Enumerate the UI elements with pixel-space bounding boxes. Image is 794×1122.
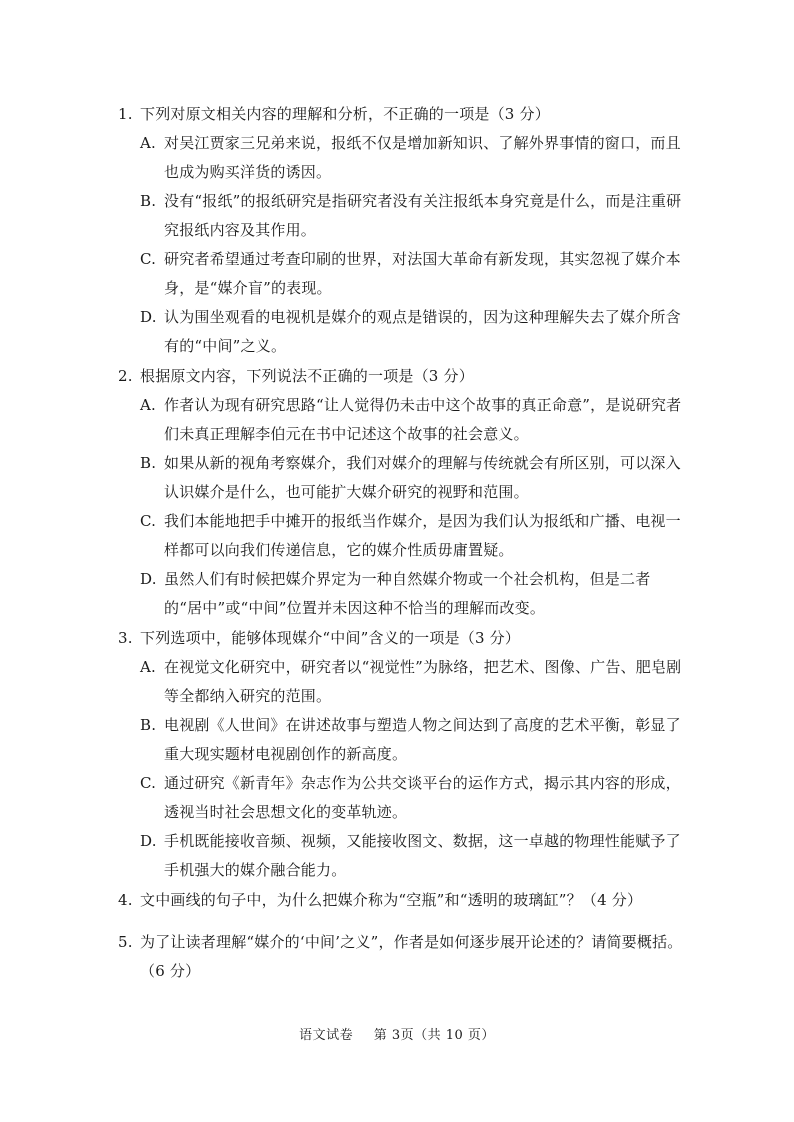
question-text: 为了让读者理解“媒介的‘中间’之义”，作者是如何逐步展开论述的？请简要概括。（6 分）	[140, 933, 683, 980]
option-letter: C.	[140, 512, 157, 530]
option-text: 通过研究《新青年》杂志作为公共交谈平台的运作方式，揭示其内容的形成，透视当时社会思想文化的变革轨迹。	[164, 774, 681, 821]
question-5	[118, 928, 688, 986]
option-letter: A.	[140, 396, 157, 414]
option-letter: C.	[140, 250, 157, 268]
option-text: 对吴江贾家三兄弟来说，报纸不仅是增加新知识、了解外界事情的窗口，而且也成为购买洋货的诱因。	[164, 134, 681, 181]
option-b	[118, 449, 688, 507]
option-text: 认为围坐观看的电视机是媒介的观点是错误的，因为这种理解失去了媒介所含有的“中间”之义。	[164, 308, 681, 355]
option-c	[118, 769, 688, 827]
question-number: 2.	[118, 367, 133, 385]
option-text: 作者认为现有研究思路“让人觉得仍未击中这个故事的真正命意”，是说研究者们未真正理解李伯元在书中记述这个故事的社会意义。	[164, 396, 682, 443]
option-text: 没有“报纸”的报纸研究是指研究者没有关注报纸本身究竟是什么，而是注重研究报纸内容及其作用。	[164, 192, 682, 239]
option-text: 手机既能接收音频、视频，又能接收图文、数据，这一卓越的物理性能赋予了手机强大的媒介融合能力。	[164, 832, 681, 879]
option-text: 虽然人们有时候把媒介界定为一种自然媒介物或一个社会机构，但是二者的“居中”或“中间”位置并未因这种不恰当的理解而改变。	[164, 570, 651, 617]
question-2	[118, 362, 688, 623]
option-text: 电视剧《人世间》在讲述故事与塑造人物之间达到了高度的艺术平衡，彰显了重大现实题材电视剧创作的新高度。	[164, 716, 681, 763]
option-a	[118, 129, 688, 187]
question-number: 4.	[118, 891, 133, 909]
question-text: 下列选项中，能够体现媒介“中间”含义的一项是（3 分）	[140, 629, 521, 647]
question-1	[118, 100, 688, 361]
option-text: 在视觉文化研究中，研究者以“视觉性”为脉络，把艺术、图像、广告、肥皂剧等全都纳入研究的范围。	[164, 658, 682, 705]
option-b	[118, 711, 688, 769]
option-letter: D.	[140, 832, 157, 850]
option-letter: A.	[140, 134, 157, 152]
question-stem	[118, 362, 688, 391]
footer-subject: 语文试卷	[299, 1028, 354, 1043]
question-number: 3.	[118, 629, 133, 647]
option-letter: C.	[140, 774, 157, 792]
footer-page-number: 第 3页（共 10 页）	[373, 1028, 495, 1043]
option-a	[118, 391, 688, 449]
question-stem	[118, 624, 688, 653]
page-footer	[0, 1024, 794, 1043]
question-text: 根据原文内容，下列说法不正确的一项是（3 分）	[140, 367, 474, 385]
option-b	[118, 187, 688, 245]
question-text: 文中画线的句子中，为什么把媒介称为“空瓶”和“透明的玻璃缸”？（4 分）	[140, 891, 643, 909]
question-text: 下列对原文相关内容的理解和分析，不正确的一项是（3 分）	[140, 105, 550, 123]
option-text: 研究者希望通过考查印刷的世界，对法国大革命有新发现，其实忽视了媒介本身，是“媒介盲”的表现。	[164, 250, 681, 297]
option-d	[118, 565, 688, 623]
option-letter: B.	[140, 454, 157, 472]
option-letter: B.	[140, 716, 157, 734]
option-text: 如果从新的视角考察媒介，我们对媒介的理解与传统就会有所区别，可以深入认识媒介是什么，也可能扩大媒介研究的视野和范围。	[164, 454, 681, 501]
question-number: 1.	[118, 105, 133, 123]
question-stem	[118, 928, 688, 986]
option-letter: A.	[140, 658, 157, 676]
option-c	[118, 507, 688, 565]
question-4	[118, 886, 688, 915]
option-letter: D.	[140, 570, 157, 588]
option-letter: B.	[140, 192, 157, 210]
question-stem	[118, 100, 688, 129]
option-d	[118, 303, 688, 361]
option-d	[118, 827, 688, 885]
option-a	[118, 653, 688, 711]
question-number: 5.	[118, 933, 133, 951]
option-letter: D.	[140, 308, 157, 326]
option-c	[118, 245, 688, 303]
option-text: 我们本能地把手中摊开的报纸当作媒介，是因为我们认为报纸和广播、电视一样都可以向我们传递信息，它的媒介性质毋庸置疑。	[164, 512, 681, 559]
question-3	[118, 624, 688, 885]
question-stem	[118, 886, 688, 915]
